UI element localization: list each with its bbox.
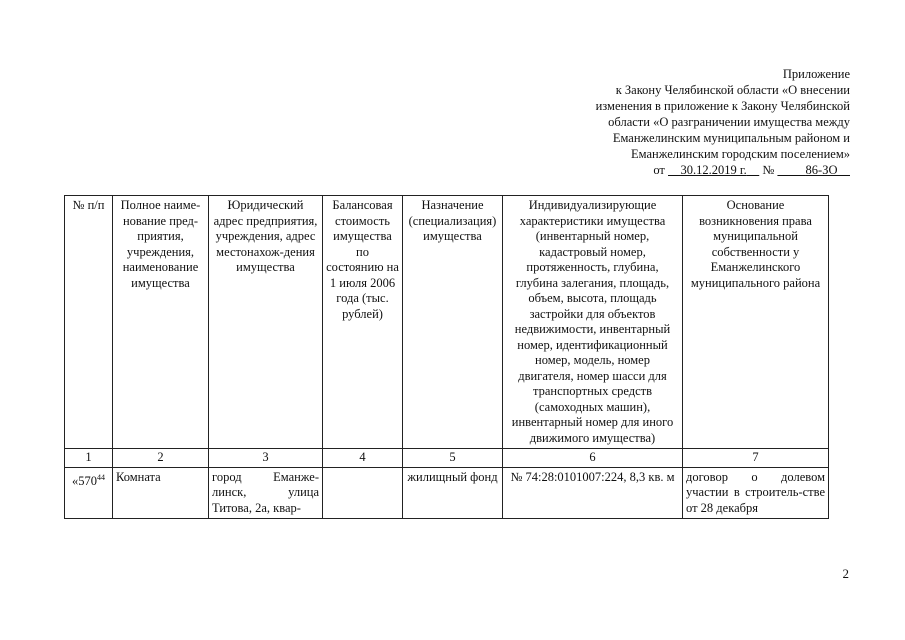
- column-number: 1: [65, 449, 113, 468]
- header-line: Еманжелинским городским поселением»: [631, 147, 850, 161]
- header-cell-characteristics: Индивидуализирующие характеристики имущества (инвентарный номер, кадастровый номер, протяженность, глубина, глубина залегания, площадь, объем, высота, площадь застройки для объектов недвижимости, инвентарный номер, идентификационный номер, модель, номер двигателя, номер шасси для транспортных средств (самоходных машин), инвентарный номер для иного движимого имущества): [503, 196, 683, 449]
- header-cell-balance: Балансовая стоимость имущества по состоянию на 1 июля 2006 года (тыс. рублей): [323, 196, 403, 449]
- column-number: 5: [403, 449, 503, 468]
- column-number: 2: [113, 449, 209, 468]
- row-basis: договор о долевом участии в строитель-стве от 28 декабря: [683, 467, 829, 519]
- row-address: город Еманже-линск, улица Титова, 2а, квар-: [209, 467, 323, 519]
- header-cell-num: № п/п: [65, 196, 113, 449]
- table-row: [65, 467, 829, 519]
- date-prefix: от: [653, 163, 665, 177]
- header-line: Еманжелинским муниципальным районом и: [612, 131, 850, 145]
- law-number: 86-ЗО: [805, 163, 838, 177]
- row-balance: [323, 467, 403, 519]
- header-cell-purpose: Назначение (специализация) имущества: [403, 196, 503, 449]
- date-line: [530, 162, 850, 178]
- row-purpose: жилищный фонд: [403, 467, 503, 519]
- row-num: «$570^{44}$: [65, 467, 113, 519]
- row-name: Комната: [113, 467, 209, 519]
- law-date: 30.12.2019 г.: [680, 163, 747, 177]
- column-number: 3: [209, 449, 323, 468]
- header-cell-name: Полное наиме-нование пред-приятия, учреждения, наименование имущества: [113, 196, 209, 449]
- property-table: [64, 195, 829, 519]
- table-header-row: [65, 196, 829, 449]
- header-line: к Закону Челябинской области «О внесении: [615, 83, 850, 97]
- column-number: 4: [323, 449, 403, 468]
- header-line: изменения в приложение к Закону Челябинской: [595, 99, 850, 113]
- header-cell-address: Юридический адрес предприятия, учреждения, адрес местонахож-дения имущества: [209, 196, 323, 449]
- column-number: 6: [503, 449, 683, 468]
- page-number: 2: [842, 566, 849, 581]
- column-number-row: [65, 449, 829, 468]
- column-number: 7: [683, 449, 829, 468]
- document-header: [530, 66, 850, 178]
- row-characteristics: № 74:28:0101007:224, 8,3 кв. м: [503, 467, 683, 519]
- header-line: области «О разграничении имущества между: [608, 115, 850, 129]
- number-label: №: [762, 163, 775, 177]
- header-cell-basis: Основание возникновения права муниципальной собственности у Еманжелинского муниципального района: [683, 196, 829, 449]
- row-num-sup: 44: [97, 472, 105, 482]
- header-line: Приложение: [782, 67, 850, 81]
